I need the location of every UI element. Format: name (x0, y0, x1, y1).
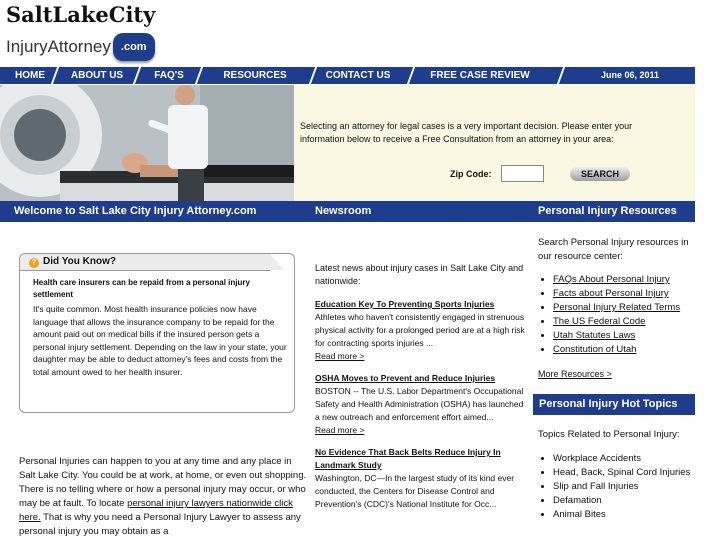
hot-topics-list (533, 452, 695, 522)
nav-divider (134, 67, 140, 84)
hot-topic-item[interactable]: • Animal Bites (553, 508, 695, 522)
section-header-bar (0, 201, 695, 222)
news-article-title[interactable]: OSHA Moves to Prevent and Reduce Injuries (315, 373, 496, 383)
resource-link[interactable]: • Personal Injury Related Terms (553, 301, 695, 315)
intro-paragraph (19, 455, 309, 539)
read-more-link[interactable]: Read more > (315, 425, 365, 435)
nav-divider (558, 67, 564, 84)
newsroom-heading: Newsroom (315, 205, 372, 217)
lawyers-nationwide-link[interactable]: personal injury lawyers nationwide click here. (19, 498, 293, 523)
hot-topic-item[interactable]: • Workplace Accidents (553, 452, 695, 466)
site-logo[interactable] (6, 3, 155, 61)
top-nav (0, 67, 695, 84)
logo-line2 (6, 33, 155, 61)
news-intro: Latest news about injury cases in Salt Lake City and nationwide: (315, 263, 524, 286)
news-article-body: BOSTON -- The U.S. Labor Department's Occupational Safety and Health Administration (OSHA) has launched a new outreach and enforcement effort aimed... (315, 386, 524, 422)
logo-line1: SaltLakeCity (6, 2, 156, 27)
nav-home[interactable]: HOME (15, 70, 45, 81)
welcome-heading: Welcome to Salt Lake City Injury Attorney.com (14, 205, 257, 217)
nav-contact-us[interactable]: CONTACT US (325, 70, 391, 81)
resource-link[interactable]: • Facts about Personal Injury (553, 287, 695, 301)
news-article-body: Athletes who haven't consistently engaged in strenuous physical activity for a prolonged period are at a high risk for contracting sports injuries ... (315, 312, 525, 348)
zip-code-label: Zip Code: (450, 169, 492, 179)
news-article-title[interactable]: No Evidence That Back Belts Reduce Injury In Landmark Study (315, 447, 501, 470)
hot-topic-item[interactable]: • Head, Back, Spinal Cord Injuries (553, 466, 695, 480)
hot-topics-heading: Personal Injury Hot Topics (533, 394, 695, 415)
resource-link[interactable]: • The US Federal Code (553, 315, 695, 329)
nav-faqs[interactable]: FAQ'S (154, 70, 184, 81)
nav-resources[interactable]: RESOURCES (223, 70, 287, 81)
nav-divider (408, 67, 414, 84)
resource-links-list (533, 273, 695, 357)
hero-photo-doctor-mri (0, 85, 294, 201)
question-icon: ? (29, 258, 39, 268)
intro-text-part1: Personal Injuries can happen to you at any time and any place in Salt Lake City. You could be at work, at home, or even out shopping. There is no telling where or how a personal injury may occur, or who may be at fault. To locate (19, 456, 307, 509)
logo-line2-text: InjuryAttorney (6, 37, 111, 56)
more-resources-link[interactable]: More Resources > (538, 369, 612, 379)
zip-code-input[interactable] (501, 165, 544, 182)
read-more-link[interactable]: Read more > (315, 351, 365, 361)
search-button[interactable]: SEARCH (570, 167, 630, 181)
hot-topics-intro: Topics Related to Personal Injury: (538, 429, 680, 440)
hot-topic-item[interactable]: • Slip and Fall Injuries (553, 480, 695, 494)
nav-about-us[interactable]: ABOUT US (70, 70, 124, 81)
nav-divider (196, 67, 202, 84)
news-article-body: Washington, DC—In the largest study of its kind ever conducted, the Centers for Disease Control and Prevention's (CDC)'s National Institute for Occ... (315, 473, 515, 509)
did-you-know-title: Did You Know? (43, 256, 116, 267)
resources-heading: Personal Injury Resources (538, 205, 677, 217)
hero-banner (0, 85, 695, 201)
intro-text-part2: That is why you need a Personal Injury Lawyer to assess any personal injury you may obtain as a (19, 512, 301, 537)
nav-divider (52, 67, 58, 84)
newsroom-column (315, 262, 525, 511)
hot-topic-item[interactable]: • Defamation (553, 494, 695, 508)
resource-link[interactable]: • FAQs About Personal Injury (553, 273, 695, 287)
did-you-know-headline: Health care insurers can be repaid from a personal injury settlement (33, 278, 250, 299)
did-you-know-body: It's quite common. Most health insurance policies now have language that allows the insurance company to be repaid for the amount paid out on medical bills if the insured person gets a personal injury settlement. Depending on the law in your state, your daughter may be able to deduct attorney's fees and costs from the total amount owed to her health insurer. (33, 304, 287, 377)
hero-illustration (0, 85, 294, 201)
news-article-title[interactable]: Education Key To Preventing Sports Injuries (315, 299, 495, 309)
did-you-know-tab (20, 254, 270, 271)
nav-divider (310, 67, 316, 84)
did-you-know-box (19, 253, 295, 413)
hero-description: Selecting an attorney for legal cases is a very important decision. Please enter your information below to receive a Free Consultation from an attorney in your area: (300, 121, 633, 144)
resource-link[interactable]: • Constitution of Utah (553, 343, 695, 357)
current-date: June 06, 2011 (600, 70, 659, 80)
resources-intro: Search Personal Injury resources in our resource center: (538, 237, 689, 262)
resource-link[interactable]: • Utah Statutes Laws (553, 329, 695, 343)
resources-column (533, 236, 695, 522)
logo-com-pill: .com (113, 33, 155, 61)
nav-free-case-review[interactable]: FREE CASE REVIEW (430, 70, 530, 81)
